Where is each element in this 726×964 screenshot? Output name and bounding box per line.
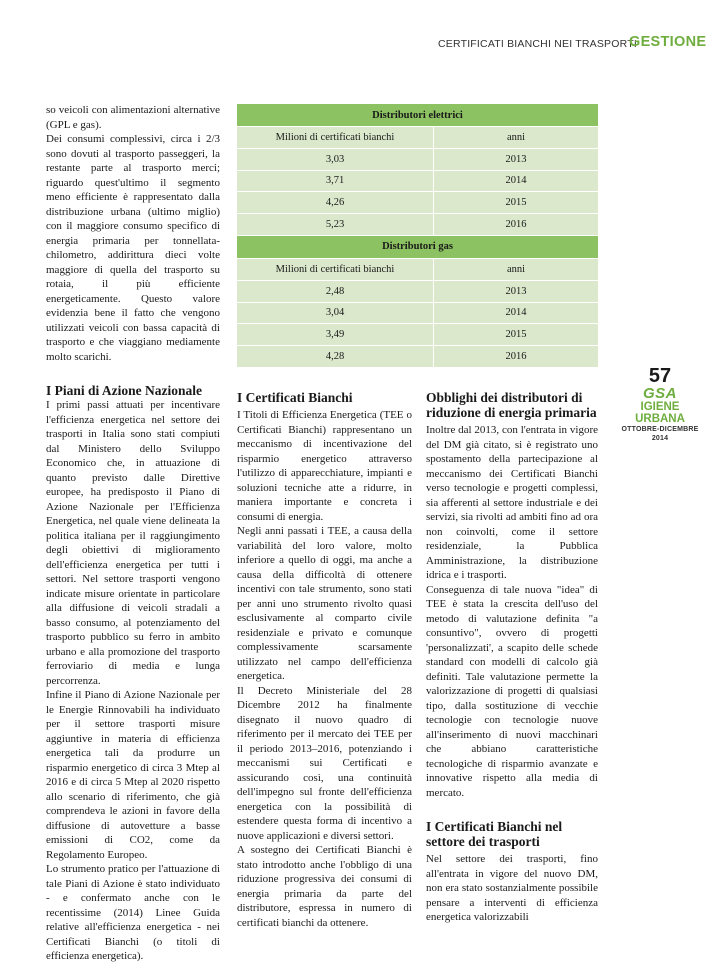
column-3 bbox=[426, 390, 598, 925]
table-cell-year: 2015 bbox=[434, 192, 599, 214]
page-number: 57 bbox=[648, 365, 672, 387]
table-row bbox=[237, 148, 598, 170]
paragraph: A sostegno dei Certificati Bianchi è stato introdotto anche l'obbligo di una riduzione progressiva dei consumi di energia primaria da parte del distributore, espressa in numero di certificati bianchi da ottenere. bbox=[237, 844, 412, 929]
paragraph: I Titoli di Efficienza Energetica (TEE o Certificati Bianchi) rappresentano un meccanismo di incentivazione del risparmio energetico attraverso l'utilizzo di apparecchiature, impianti e soluzioni tecniche atte a ridurre, in maniera importante e concreta i consumi di energia. bbox=[237, 409, 412, 523]
table-cell-year: 2016 bbox=[434, 214, 599, 236]
heading-certificati-bianchi: I Certificati Bianchi bbox=[237, 390, 353, 405]
paragraph: Il Decreto Ministeriale del 28 Dicembre 2012 ha finalmente disegnato il nuovo quadro di riferimento per il mercato dei TEE per il periodo 2013–2016, potenziando i meccanismi sui Certificati e assicurando così, una continuità dell'impegno sul fronte dell'efficienza energetica con la possibilità di estendere questa forma di incentivo a nuove applicazioni e diversi settori. bbox=[237, 684, 412, 842]
paragraph: Conseguenza di tale nuova "idea" di TEE è stata la crescita dell'uso del metodo di valutazione definita "a consuntivo", ovvero di progetti 'personalizzati', a scapito delle schede standard con modelli di calcolo già definiti. Tale valutazione permette la valorizzazione di progetti di qualsiasi tipo, dalla sostituzione di vecchie tecnologie con tecnologie nuove all'inserimento di nuovi macchinari che abbiano caratteristiche tecnologiche di risparmio avanzate e innovative rispetto alla media di mercato. bbox=[426, 583, 598, 799]
table-cell-value: 4,28 bbox=[237, 346, 434, 368]
paragraph: Nel settore dei trasporti, fino all'entrata in vigore del nuovo DM, non era stato sostanzialmente possibile pensare a interventi di efficienza energetica valorizzabili bbox=[426, 853, 598, 923]
column-2 bbox=[237, 390, 412, 930]
paragraph: Infine il Piano di Azione Nazionale per le Energie Rinnovabili ha individuato per il settore trasporti misure aggiuntive in materia di efficienza energetica tali da produrre un risparmio energetico di circa 3 Mtep al 2016 e di circa 5 Mtep al 2020 rispetto allo scenario di riferimento, che già comprendeva le azioni in favore della diffusione di autovetture a basse emissioni di CO2, come da Regolamento Europeo. bbox=[46, 689, 220, 861]
table-cell-year: 2014 bbox=[434, 170, 599, 192]
table-section-title: Distributori gas bbox=[237, 235, 598, 258]
table-header-cell: Milioni di certificati bianchi bbox=[237, 258, 434, 280]
table-cell-value: 4,26 bbox=[237, 192, 434, 214]
table-cell-value: 3,49 bbox=[237, 324, 434, 346]
table-cell-value: 3,71 bbox=[237, 170, 434, 192]
table-row bbox=[237, 280, 598, 302]
heading-obblighi-distributori: Obblighi dei distributori di riduzione di energia primaria bbox=[426, 390, 597, 420]
table-header-cell: Milioni di certificati bianchi bbox=[237, 127, 434, 149]
brand-logo: GSA bbox=[642, 385, 677, 402]
paragraph: I primi passi attuati per incentivare l'efficienza energetica nel settore dei trasporti in Italia sono stati compiuti dal Ministero dello Sviluppo Economico che, in attuazione di quanto previsto dalle Direttive europee, ha predisposto il Piano di Azione Nazionale per l'Efficienza Energetica, nel quale viene delineata la politica italiana per il raggiungimento degli obiettivi di miglioramento dell'efficienza energetica per tutti i settori. Nel settore trasporti vengono indicate misure orientate in particolare alla diffusione di veicoli stradali a basso consumo, al potenziamento del trasporto pubblico su ferro in ambito urbano e alla promozione del trasporto ferroviario di media e lunga percorrenza. bbox=[46, 399, 220, 687]
paragraph: Dei consumi complessivi, circa i 2/3 sono dovuti al trasporto passeggeri, la restante parte al trasporto merci; riguardo quest'ultimo il segmento meno efficiente è rappresentato dalla distribuzione urbana (ultimo miglio) con il maggiore consumo specifico di energia primaria per tonnellata-chilometro, addirittura dieci volte maggiore di quella del trasporto su rotaia, il più efficiente energeticamente. Questo valore evidenzia bene il fatto che vengono utilizzati veicoli con bassa capacità di trasporto e che viaggiano mediamente molto scarichi. bbox=[46, 133, 220, 363]
table-cell-value: 2,48 bbox=[237, 280, 434, 302]
table-cell-year: 2013 bbox=[434, 148, 599, 170]
table-row bbox=[237, 346, 598, 368]
table-cell-year: 2015 bbox=[434, 324, 599, 346]
paragraph: so veicoli con alimentazioni alternative (GPL e gas). bbox=[46, 104, 220, 131]
issue-date: OTTOBRE-DICEMBRE 2014 bbox=[621, 426, 699, 442]
column-1 bbox=[46, 103, 220, 964]
certificates-table bbox=[237, 104, 598, 367]
table-header-cell: anni bbox=[434, 258, 599, 280]
heading-trasporti: I Certificati Bianchi nel settore dei trasporti bbox=[426, 819, 563, 849]
table-section-title: Distributori elettrici bbox=[237, 104, 598, 127]
running-title: CERTIFICATI BIANCHI NEI TRASPORTI bbox=[438, 38, 637, 50]
paragraph: Negli anni passati i TEE, a causa della variabilità del loro valore, molto inferiore a quello di oggi, ma anche a causa della difficoltà di ottenere incentivi con tale strumento, sono stati per anni uno strumento rivolto quasi esclusivamente al comparto civile residenziale e privato e comunque complessivamente scarsamente utilizzato nel campo dell'efficienza energetica. bbox=[237, 525, 412, 682]
table-cell-year: 2014 bbox=[434, 302, 599, 324]
paragraph: Inoltre dal 2013, con l'entrata in vigore del DM già citato, si è registrato uno spostamento della partecipazione al meccanismo dei Certificati Bianchi verso tecnologie e progetti complessi, sia afferenti al settore industriale e dei servizi, sia rivolti ad ambiti fino ad ora non coinvolti, come il settore residenziale, la Pubblica Amministrazione, la distribuzione idrica e i trasporti. bbox=[426, 424, 598, 581]
table-cell-value: 3,04 bbox=[237, 302, 434, 324]
table-row bbox=[237, 214, 598, 236]
table-cell-year: 2013 bbox=[434, 280, 599, 302]
table-header-cell: anni bbox=[434, 127, 599, 149]
magazine-name: IGIENE URBANA bbox=[635, 401, 685, 425]
heading-piani-azione: I Piani di Azione Nazionale bbox=[46, 383, 203, 398]
section-label: GESTIONE bbox=[629, 34, 707, 50]
table-row bbox=[237, 170, 598, 192]
table-cell-year: 2016 bbox=[434, 346, 599, 368]
table-row bbox=[237, 324, 598, 346]
paragraph: Lo strumento pratico per l'attuazione di tale Piani di Azione è stato individuato - e confermato anche con le recentissime (2014) Linee Guida relative all'efficienza energetica - nei Certificati Bianchi (o titoli di efficienza energetica). bbox=[46, 863, 220, 962]
table-row bbox=[237, 192, 598, 214]
table-cell-value: 5,23 bbox=[237, 214, 434, 236]
table-row bbox=[237, 302, 598, 324]
table-cell-value: 3,03 bbox=[237, 148, 434, 170]
magazine-badge bbox=[617, 366, 703, 443]
